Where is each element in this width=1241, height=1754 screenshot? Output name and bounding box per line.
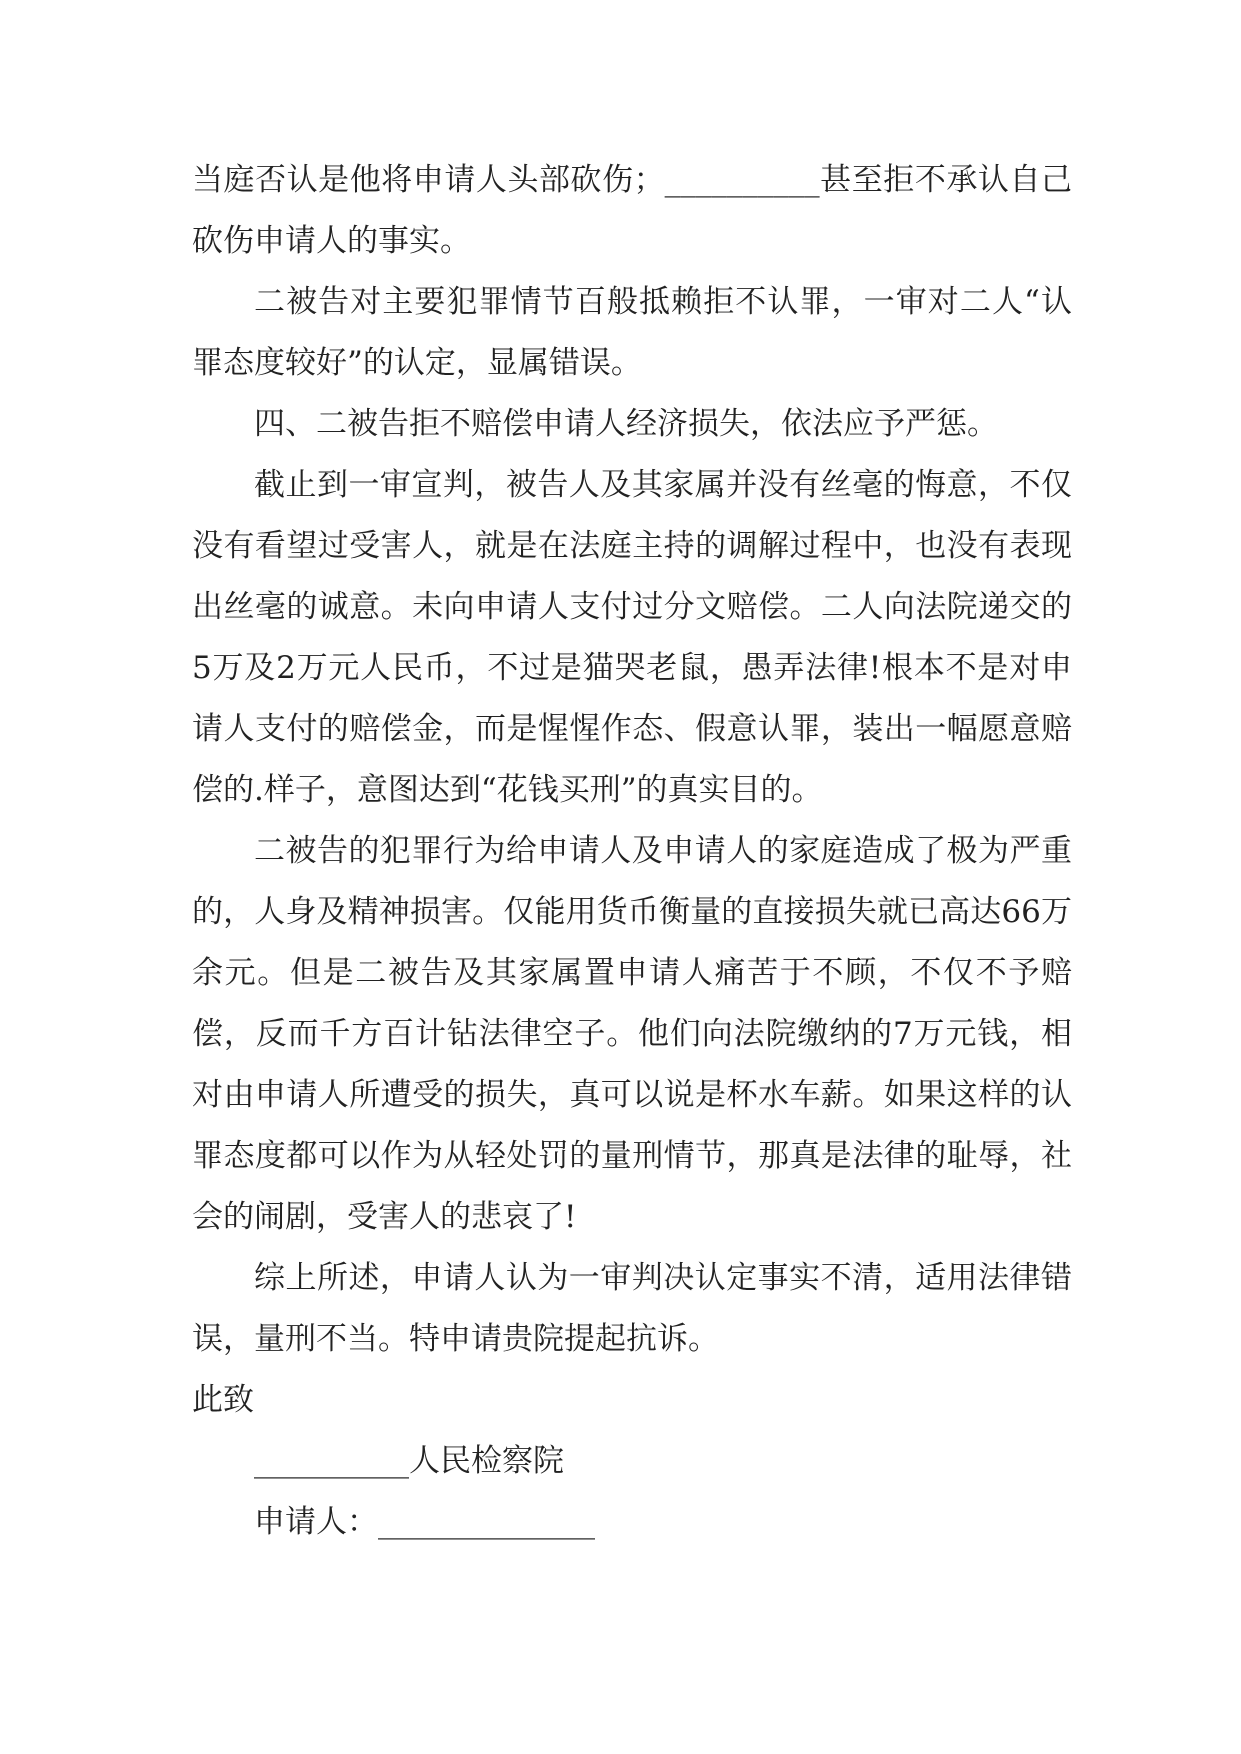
paragraph-6: 综上所述，申请人认为一审判决认定事实不清，适用法律错误，量刑不当。特申请贵院提起抗诉。 [192,1260,1072,1357]
paragraph-2: 二被告对主要犯罪情节百般抵赖拒不认罪，一审对二人“认罪态度较好”的认定，显属错误。 [192,284,1072,381]
salutation: 此致 [192,1382,254,1418]
applicant-signature-line: 申请人：______________ [254,1504,595,1540]
paragraph-3-heading: 四、二被告拒不赔偿申请人经济损失，依法应予严惩。 [254,406,998,442]
paragraph-1: 当庭否认是他将申请人头部砍伤；__________甚至拒不承认自己砍伤申请人的事实。 [192,162,1072,259]
paragraph-4: 截止到一审宣判，被告人及其家属并没有丝毫的悔意，不仅没有看望过受害人，就是在法庭主持的调解过程中，也没有表现出丝毫的诚意。未向申请人支付过分文赔偿。二人向法院递交的5万及2万元人民币，不过是猫哭老鼠，愚弄法律!根本不是对申请人支付的赔偿金，而是惺惺作态、假意认罪，装出一幅愿意赔偿的.样子，意图达到“花钱买刑”的真实目的。 [192,467,1072,808]
paragraph-5: 二被告的犯罪行为给申请人及申请人的家庭造成了极为严重的，人身及精神损害。仅能用货币衡量的直接损失就已高达66万余元。但是二被告及其家属置申请人痛苦于不顾，不仅不予赔偿，反而千方百计钻法律空子。他们向法院缴纳的7万元钱，相对由申请人所遭受的损失，真可以说是杯水车薪。如果这样的认罪态度都可以作为从轻处罚的量刑情节，那真是法律的耻辱，社会的闹剧，受害人的悲哀了! [192,833,1072,1235]
recipient-line: __________人民检察院 [254,1443,564,1479]
document-body [192,150,1072,1553]
